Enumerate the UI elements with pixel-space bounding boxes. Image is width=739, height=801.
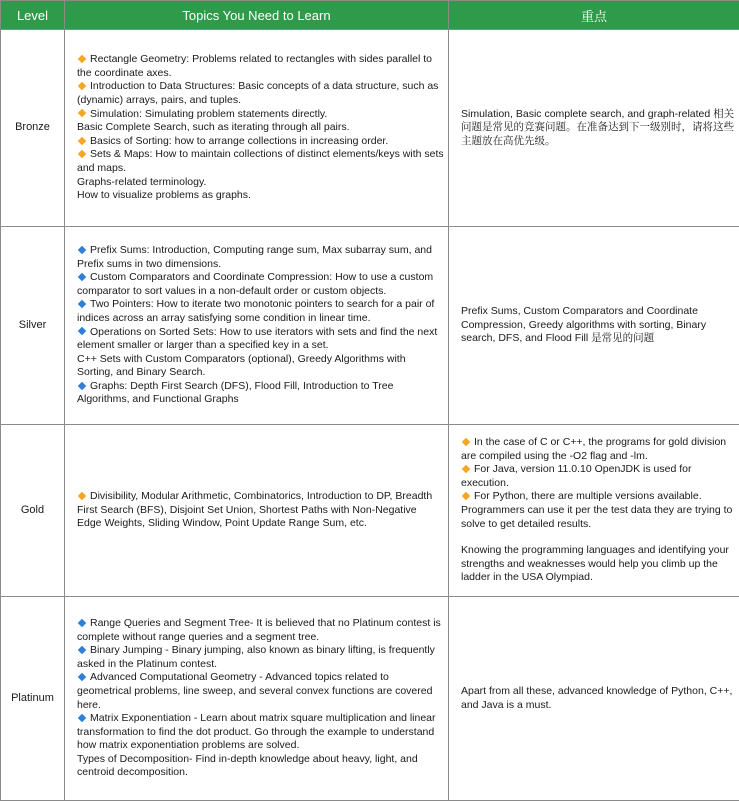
- line-text: Sets & Maps: How to maintain collections of distinct elements/keys with sets and maps.: [77, 148, 444, 174]
- level-cell: Gold: [1, 425, 65, 597]
- orange-diamond-icon: [462, 492, 470, 500]
- line-text: Basics of Sorting: how to arrange collections in increasing order.: [90, 135, 388, 147]
- level-cell: Silver: [1, 227, 65, 425]
- blue-diamond-icon: [78, 381, 86, 389]
- topic-line: [77, 189, 444, 203]
- blue-diamond-icon: [78, 714, 86, 722]
- line-text: Simulation, Basic complete search, and graph-related 相关问题是常见的竞赛问题。在准备达到下一级别时，请将这些主题放在高优先级。: [461, 108, 734, 147]
- focus-cell: [449, 597, 739, 801]
- blue-diamond-icon: [78, 273, 86, 281]
- focus-line: [461, 305, 735, 346]
- topics-cell: [65, 597, 449, 801]
- line-text: Basic Complete Search, such as iterating through all pairs.: [77, 121, 350, 133]
- topic-line: [77, 244, 444, 271]
- orange-diamond-icon: [78, 109, 86, 117]
- level-cell: Bronze: [1, 30, 65, 227]
- line-text: Advanced Computational Geometry - Advanced topics related to geometrical problems, line sweep, and several convex functions are covered here.: [77, 671, 432, 710]
- table-row-silver: [1, 227, 739, 425]
- focus-cell: [449, 227, 739, 425]
- focus-cell: [449, 425, 739, 597]
- line-text: Operations on Sorted Sets: How to use iterators with sets and find the next element smaller or larger than a specified key in a set.: [77, 326, 437, 352]
- line-text: Introduction to Data Structures: Basic concepts of a data structure, such as (dynamic) arrays, pairs, and tuples.: [77, 80, 438, 106]
- focus-line: [461, 436, 735, 463]
- blue-diamond-icon: [78, 646, 86, 654]
- topic-line: [77, 644, 444, 671]
- orange-diamond-icon: [78, 150, 86, 158]
- topic-line: [77, 298, 444, 325]
- orange-diamond-icon: [78, 82, 86, 90]
- topic-line: [77, 271, 444, 298]
- focus-line: [461, 490, 735, 531]
- table-row-platinum: [1, 597, 739, 801]
- topic-line: [77, 753, 444, 780]
- line-text: Prefix Sums: Introduction, Computing range sum, Max subarray sum, and Prefix sums in two dimensions.: [77, 244, 432, 270]
- blue-diamond-icon: [78, 327, 86, 335]
- blue-diamond-icon: [78, 300, 86, 308]
- blue-diamond-icon: [78, 618, 86, 626]
- topics-cell: [65, 425, 449, 597]
- topic-line: [77, 176, 444, 190]
- line-text: Types of Decomposition- Find in-depth knowledge about heavy, light, and centroid decomposition.: [77, 753, 418, 779]
- topics-cell: [65, 30, 449, 227]
- line-text: Knowing the programming languages and identifying your strengths and weaknesses would help you climb up the ladder in the USA Olympiad.: [461, 544, 729, 583]
- focus-line: [461, 544, 735, 585]
- line-text: Divisibility, Modular Arithmetic, Combinatorics, Introduction to DP, Breadth First Search (BFS), Disjoint Set Union, Shortest Paths with Non-Negative Edge Weights, Sliding Window, Point Update Range Sum, etc.: [77, 490, 432, 529]
- topic-line: [77, 135, 444, 149]
- topic-line: [77, 617, 444, 644]
- blank-line: [461, 531, 735, 544]
- orange-diamond-icon: [462, 465, 470, 473]
- topics-cell: [65, 227, 449, 425]
- line-text: Custom Comparators and Coordinate Compression: How to use a custom comparator to sort values in a non-default order or custom objects.: [77, 271, 433, 297]
- table-row-bronze: [1, 30, 739, 227]
- topic-line: [77, 148, 444, 175]
- line-text: C++ Sets with Custom Comparators (optional), Greedy Algorithms with Sorting, and Binary Search.: [77, 353, 406, 379]
- line-text: Rectangle Geometry: Problems related to rectangles with sides parallel to the coordinate axes.: [77, 53, 432, 79]
- topic-line: [77, 353, 444, 380]
- topic-line: [77, 490, 444, 531]
- blue-diamond-icon: [78, 673, 86, 681]
- header-level: Level: [1, 1, 65, 30]
- line-text: How to visualize problems as graphs.: [77, 189, 251, 201]
- topic-line: [77, 712, 444, 753]
- topic-line: [77, 121, 444, 135]
- topic-line: [77, 108, 444, 122]
- focus-cell: [449, 30, 739, 227]
- line-text: For Python, there are multiple versions available. Programmers can use it per the test data they are trying to solve to get detailed results.: [461, 490, 732, 529]
- table-row-gold: [1, 425, 739, 597]
- line-text: Prefix Sums, Custom Comparators and Coordinate Compression, Greedy algorithms with sorting, Binary search, DFS, and Flood Fill 是常见的问题: [461, 305, 706, 344]
- header-topics: Topics You Need to Learn: [65, 1, 449, 30]
- line-text: Apart from all these, advanced knowledge of Python, C++, and Java is a must.: [461, 685, 732, 711]
- line-text: Matrix Exponentiation - Learn about matrix square multiplication and linear transformation to find the dot product. Go through the example to understand how matrix exponentiation problems are solved.: [77, 712, 436, 751]
- orange-diamond-icon: [78, 55, 86, 63]
- line-text: Simulation: Simulating problem statements directly.: [90, 108, 327, 120]
- line-text: For Java, version 11.0.10 OpenJDK is used for execution.: [461, 463, 692, 489]
- topic-line: [77, 380, 444, 407]
- line-text: Graphs: Depth First Search (DFS), Flood Fill, Introduction to Tree Algorithms, and Functional Graphs: [77, 380, 393, 406]
- topic-line: [77, 53, 444, 80]
- topic-line: [77, 671, 444, 712]
- line-text: In the case of C or C++, the programs for gold division are compiled using the -O2 flag and -lm.: [461, 436, 726, 462]
- orange-diamond-icon: [462, 438, 470, 446]
- header-row: [1, 1, 739, 30]
- orange-diamond-icon: [78, 492, 86, 500]
- blue-diamond-icon: [78, 245, 86, 253]
- level-cell: Platinum: [1, 597, 65, 801]
- orange-diamond-icon: [78, 136, 86, 144]
- focus-line: [461, 108, 735, 149]
- header-focus: 重点: [449, 1, 739, 30]
- line-text: Range Queries and Segment Tree- It is believed that no Platinum contest is complete without range queries and a segment tree.: [77, 617, 441, 643]
- line-text: Binary Jumping - Binary jumping, also known as binary lifting, is frequently asked in the Platinum contest.: [77, 644, 435, 670]
- focus-line: [461, 463, 735, 490]
- focus-line: [461, 685, 735, 712]
- topic-line: [77, 80, 444, 107]
- topic-line: [77, 326, 444, 353]
- line-text: Two Pointers: How to iterate two monotonic pointers to search for a pair of indices across an array satisfying some condition in linear time.: [77, 298, 434, 324]
- line-text: Graphs-related terminology.: [77, 176, 206, 188]
